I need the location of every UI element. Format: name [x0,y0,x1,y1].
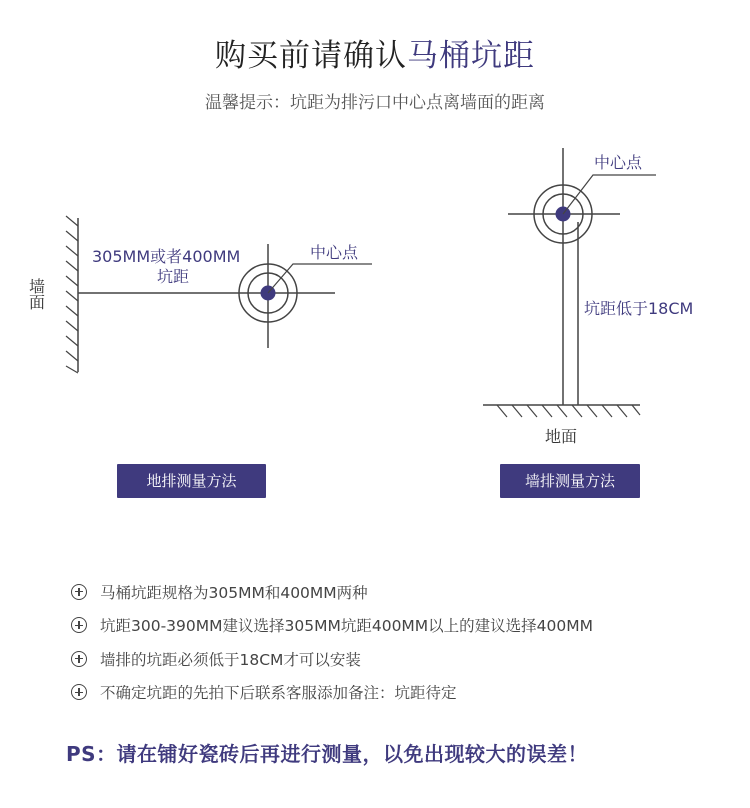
ps-warning: PS：请在铺好瓷砖后再进行测量，以免出现较大的误差！ [66,742,589,766]
title-highlight: 马桶坑距 [407,38,535,74]
distance-label: 坑距低于18CM [584,299,694,318]
note-text: 墙排的坑距必须低于18CM才可以安装 [100,650,361,669]
dimension-label: 305MM或者400MM [92,247,241,266]
note-text: 不确定坑距的先拍下后联系客服添加备注：坑距待定 [100,684,457,703]
wall-drain-method-button[interactable]: 墙排测量方法 [500,464,640,498]
list-item [71,642,731,676]
page-subtitle: 温馨提示：坑距为排污口中心点离墙面的距离 [205,93,545,113]
center-label: 中心点 [310,243,359,262]
note-text: 坑距300-390MM建议选择305MM坑距400MM以上的建议选择400MM [100,617,594,636]
wall-drain-diagram [483,148,693,446]
wall-hatching [66,216,78,373]
plus-circle-icon [71,617,87,633]
plus-circle-icon [71,684,87,700]
notes-list [71,575,731,709]
note-text: 马桶坑距规格为305MM和400MM两种 [100,583,368,602]
distance-label: 坑距 [157,267,190,286]
list-item [71,609,731,643]
floor-hatching [497,405,640,417]
floor-drain-diagram [27,216,373,373]
floor-drain-method-button[interactable]: 地排测量方法 [117,464,266,498]
center-leader-line [563,175,656,214]
list-item [71,575,731,609]
floor-label: 地面 [545,427,578,446]
plus-circle-icon [71,584,87,600]
wall-label: 墙面 [26,278,46,310]
title-prefix: 购买前请确认 [215,38,407,74]
center-label: 中心点 [594,153,643,172]
list-item [71,676,731,710]
plus-circle-icon [71,651,87,667]
